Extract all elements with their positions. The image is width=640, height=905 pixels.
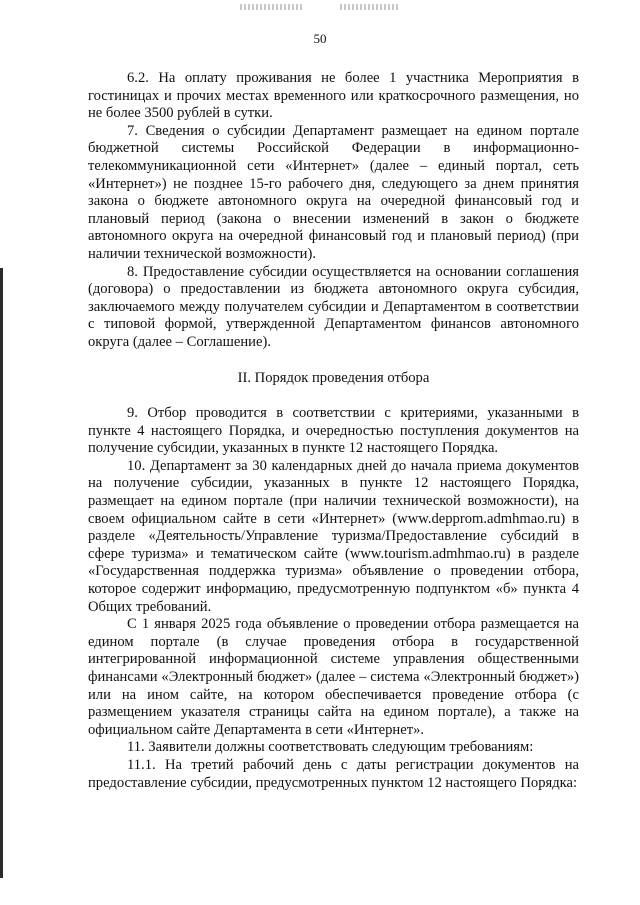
- scan-edge-shadow: [0, 268, 3, 878]
- section-title: II. Порядок проведения отбора: [237, 369, 430, 386]
- paragraph-7: 7. Сведения о субсидии Департамент размещает на едином портале бюджетной системы Российской Федерации в информационно-телекоммуникационной сети «Интернет» (далее – единый портал, сеть «Интернет») не позднее 15-го рабочего дня, следующего за днем принятия закона о бюджете автономного округа на очередной финансовый год и плановый период (закона о внесении изменений в закон о бюджете автономного округа на очередной финансовый год и плановый период) (при наличии технической возможности).: [88, 122, 579, 262]
- scan-artifact: [240, 4, 302, 10]
- paragraph-11: 11. Заявители должны соответствовать следующим требованиям:: [127, 739, 534, 756]
- paragraph-10-continued: С 1 января 2025 года объявление о проведении отбора размещается на едином портале (в случае проведения отбора в государственной интегрированной информационной системе управления общественными финансами «Электронный бюджет» (далее – система «Электронный бюджет») или на ином сайте, на котором обеспечивается проведение отбора (с размещением указателя страницы сайта на едином портале), а также на официальном сайте Департамента в сети «Интернет».: [88, 616, 579, 738]
- paragraph-8: 8. Предоставление субсидии осуществляется на основании соглашения (договора) о предоставлении из бюджета автономного округа субсидия, заключаемого между получателем субсидии и Департаментом в соответствии с типовой формой, утвержденной Департаментом финансов автономного округа (далее – Соглашение).: [88, 263, 579, 350]
- paragraph-11-1: 11.1. На третий рабочий день с даты регистрации документов на предоставление субсидии, предусмотренных пунктом 12 настоящего Порядка:: [88, 756, 579, 791]
- scan-artifact: [340, 4, 398, 10]
- document-body: [88, 70, 579, 792]
- paragraph-9: 9. Отбор проводится в соответствии с критериями, указанными в пункте 4 настоящего Порядка, и очередностью поступления документов на получение субсидии, указанных в пункте 12 настоящего Порядка.: [88, 405, 579, 457]
- paragraph-10: 10. Департамент за 30 календарных дней до начала приема документов на получение субсидии, указанных в пункте 12 настоящего Порядка, размещает на едином портале (при наличии технической возможности), на своем официальном сайте в сети «Интернет» (www.depprom.admhmao.ru) в разделе «Деятельность/Управление туризма/Предоставление субсидий в сфере туризма» и тематическом сайте (www.tourism.admhmao.ru) в разделе «Государственная поддержка туризма» объявление о проведении отбора, которое содержит информацию, предусмотренную подпунктом «б» пункта 4 Общих требований.: [88, 457, 579, 615]
- page-number: 50: [313, 31, 327, 46]
- paragraph-6-2: 6.2. На оплату проживания не более 1 участника Мероприятия в гостиницах и прочих местах временного или краткосрочного размещения, но не более 3500 рублей в сутки.: [88, 70, 579, 122]
